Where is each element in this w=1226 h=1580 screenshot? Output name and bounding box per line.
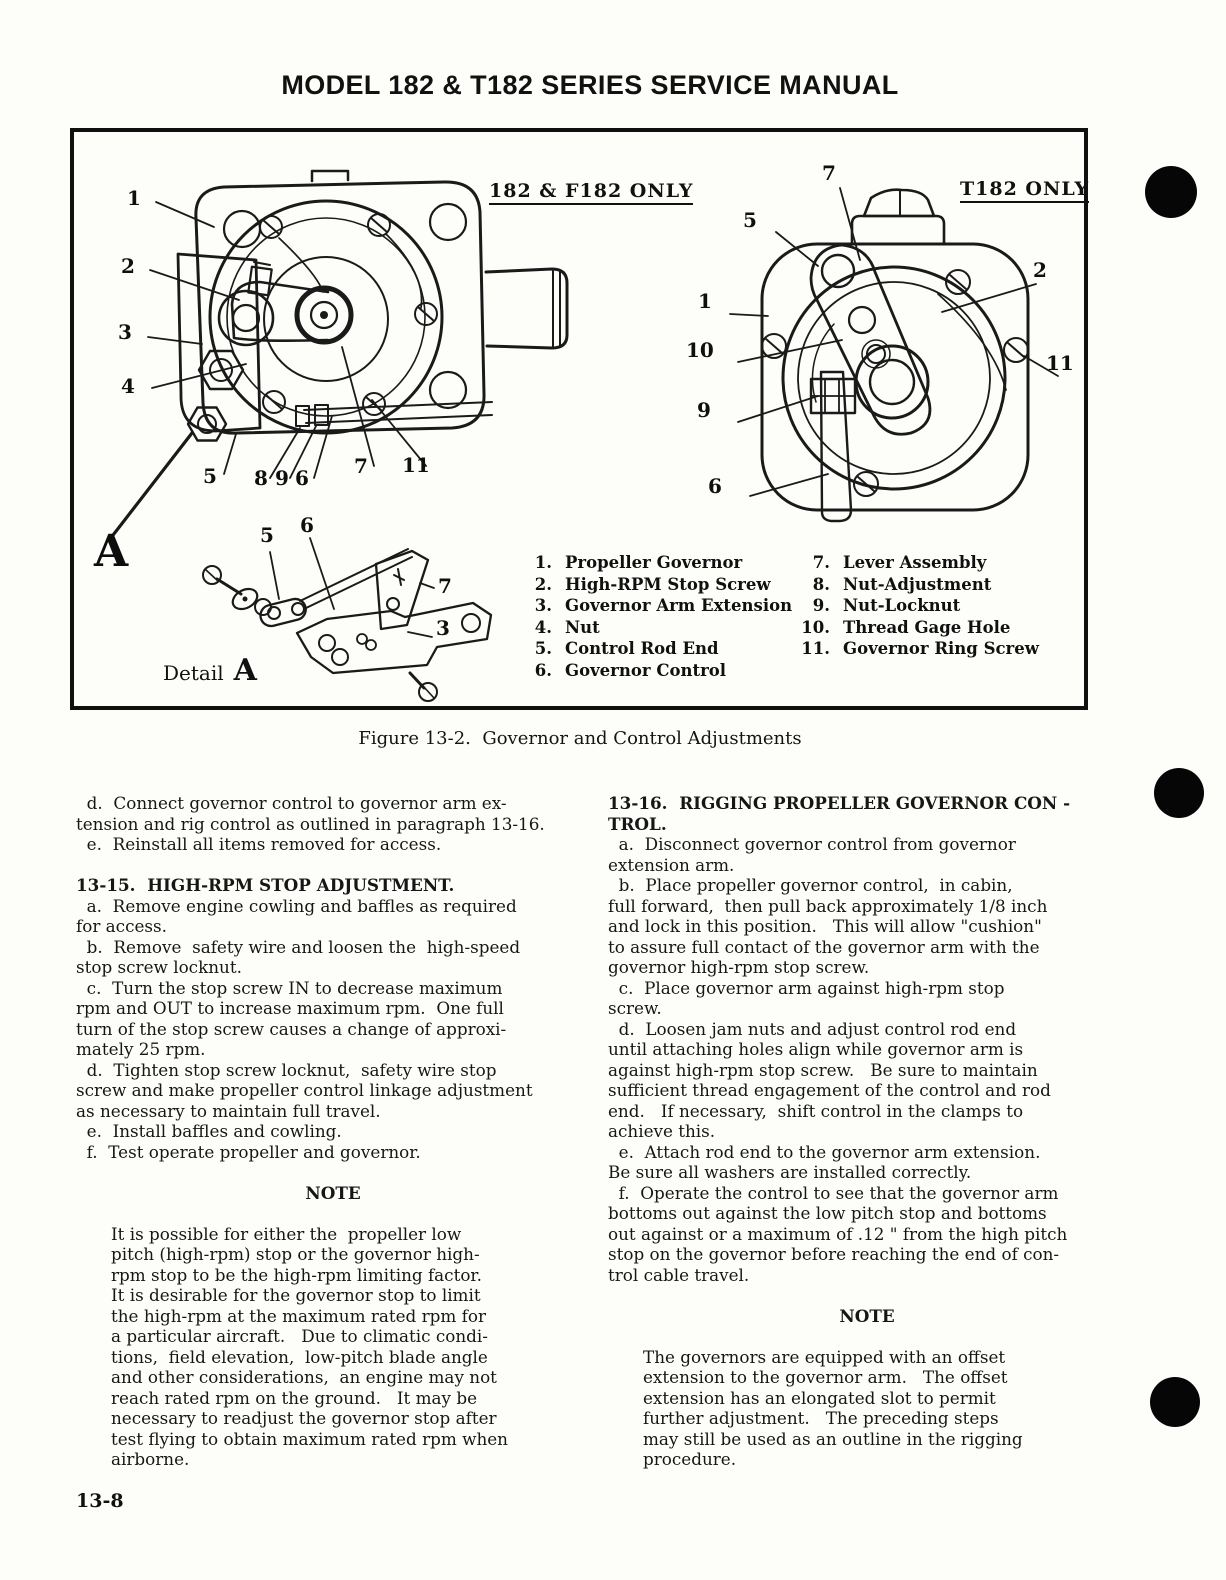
page-title: MODEL 182 & T182 SERIES SERVICE MANUAL (281, 70, 899, 100)
callout-t182-7: 7 (822, 161, 836, 185)
callout-182-9: 9 (275, 466, 289, 490)
detail-letter: A (233, 653, 257, 688)
callout-182-4: 4 (121, 374, 135, 398)
legend-row (780, 575, 1039, 597)
legend-row (502, 639, 792, 661)
paragraph-13-15-steps: a. Remove engine cowling and baffles as required for access. b. Remove safety wire and loosen the high-speed stop screw locknut. c. Turn the stop screw IN to decrease maximum rpm and OUT to increase maximum rpm. One full turn of the stop screw causes a change of approxi- mately 25 rpm. d. Tighten stop screw locknut, safety wire stop screw and make propeller control linkage adjustment as necessary to maintain full travel. e. Install baffles and cowling. f. Test operate propeller and governor. (76, 895, 533, 1162)
binder-hole-mark (1154, 768, 1204, 818)
heading-182-f182-only: 182 & F182 ONLY (489, 180, 693, 205)
legend-num: 7. (812, 553, 830, 572)
legend-row (780, 596, 1039, 618)
legend-num: 11. (801, 639, 830, 659)
right-column (608, 793, 1126, 1470)
heading-t182-only: T182 ONLY (960, 178, 1089, 203)
legend-row (780, 618, 1039, 640)
callout-t182-11: 11 (1046, 351, 1074, 375)
callout-182-3: 3 (118, 320, 132, 344)
legend-row (780, 639, 1039, 661)
callout-t182-9: 9 (697, 398, 711, 422)
spacer (76, 1162, 590, 1183)
legend-label: Thread Gage Hole (843, 617, 1011, 637)
note-body: It is possible for either the propeller low pitch (high-rpm) stop or the governor high- rpm stop to be the high-rpm limiting factor. It is desirable for the governor stop to limit the high-rpm at the maximum rated rpm for a particular aircraft. Due to climatic condi- tions, field elevation, low-pitch blade angle and other considerations, an engine may not reach rated rpm on the ground. It may be necessary to readjust the governor stop after test flying to obtain maximum rated rpm when airborne. (111, 1223, 508, 1469)
callout-detail-7: 7 (438, 574, 452, 598)
note-title: NOTE (839, 1305, 895, 1326)
spacer (608, 1285, 1126, 1306)
legend-row (502, 661, 792, 683)
legend-label: Lever Assembly (843, 553, 987, 572)
legend-label: Governor Arm Extension (565, 596, 793, 616)
legend-row (502, 618, 792, 640)
legend-label: Governor Control (565, 660, 727, 680)
legend-label: Nut-Locknut (843, 596, 961, 616)
legend-num: 8. (812, 574, 830, 594)
paragraph-13-16-steps: a. Disconnect governor control from governor extension arm. b. Place propeller governor control, in cabin, full forward, then pull back approximately 1/8 inch and lock in this position. This will allow "cushion" to assure full contact of the governor arm with the governor high-rpm stop screw. c. Place governor arm against high-rpm stop screw. d. Loosen jam nuts and adjust control rod end until attaching holes align while governor arm is against high-rpm stop screw. Be sure to maintain sufficient thread engagement of the control and rod end. If necessary, shift control in the clamps to achieve this. e. Attach rod end to the governor arm extension. Be sure all washers are installed correctly. f. Operate the control to see that the governor arm bottoms out against the low pitch stop and bottoms out against or a maximum of .12 " from the high pitch stop on the governor before reaching the end of con- trol cable travel. (608, 834, 1068, 1285)
figure-13-2 (70, 128, 1088, 710)
legend-num: 3. (534, 596, 552, 616)
legend-num: 9. (812, 596, 830, 616)
callout-detail-3: 3 (436, 616, 450, 640)
callout-t182-10: 10 (686, 338, 714, 362)
spacer (608, 1326, 1126, 1347)
legend-label: Nut-Adjustment (843, 574, 992, 594)
legend-row (502, 575, 792, 597)
page-number: 13-8 (76, 1490, 124, 1512)
callout-182-8: 8 (254, 466, 268, 490)
diagram-t182-art (730, 188, 1058, 521)
legend-items-7-11 (780, 553, 1039, 661)
detail-word: Detail (163, 661, 224, 685)
legend-num: 5. (534, 639, 552, 659)
legend-num: 4. (534, 617, 552, 637)
callout-t182-2: 2 (1033, 258, 1047, 282)
note-body: The governors are equipped with an offset extension to the governor arm. The offset extension has an elongated slot to permit further adjustment. The preceding steps may still be used as an outline in the rigging procedure. (643, 1346, 1023, 1469)
legend-row (780, 553, 1039, 575)
callout-182-1: 1 (127, 186, 141, 210)
section-heading-13-16: 13-16. RIGGING PROPELLER GOVERNOR CON - TROL. (608, 793, 1071, 834)
callout-182-6: 6 (295, 466, 309, 490)
figure-caption: Figure 13-2. Governor and Control Adjustments (358, 728, 802, 749)
legend-label: Governor Ring Screw (843, 639, 1039, 659)
spacer (76, 855, 590, 876)
callout-detail-5: 5 (260, 523, 274, 547)
legend-label: Control Rod End (565, 639, 719, 659)
legend-row (502, 553, 792, 575)
left-column (76, 793, 590, 1470)
legend-label: Nut (565, 617, 600, 637)
diagram-182-f182-art (110, 171, 567, 539)
callout-detail-6: 6 (300, 513, 314, 537)
legend-row (502, 596, 792, 618)
legend-num: 1. (534, 553, 552, 572)
callout-182-2: 2 (121, 254, 135, 278)
spacer (76, 1203, 590, 1224)
note-title: NOTE (305, 1182, 361, 1203)
legend-label: High-RPM Stop Screw (565, 574, 771, 594)
legend-label: Propeller Governor (565, 553, 743, 572)
legend-items-1-6 (502, 553, 792, 683)
callout-182-7: 7 (354, 454, 368, 478)
legend-num: 10. (801, 617, 830, 637)
section-heading-13-15: 13-15. HIGH-RPM STOP ADJUSTMENT. (76, 875, 455, 895)
legend-num: 6. (534, 660, 552, 680)
binder-hole-mark (1145, 166, 1197, 218)
callout-t182-1: 1 (698, 289, 712, 313)
binder-hole-mark (1150, 1377, 1200, 1427)
callout-182-11: 11 (402, 453, 430, 477)
callout-t182-6: 6 (708, 474, 722, 498)
legend-num: 2. (534, 574, 552, 594)
callout-t182-5: 5 (743, 208, 757, 232)
detail-a-label (163, 653, 257, 688)
callout-182-5: 5 (203, 464, 217, 488)
leader-lines-t182 (730, 188, 1058, 496)
detail-a-marker: A (94, 526, 129, 577)
paragraph-d-e: d. Connect governor control to governor arm ex- tension and rig control as outlined in paragraph 13-16. e. Reinstall all items removed for access. (76, 793, 545, 854)
